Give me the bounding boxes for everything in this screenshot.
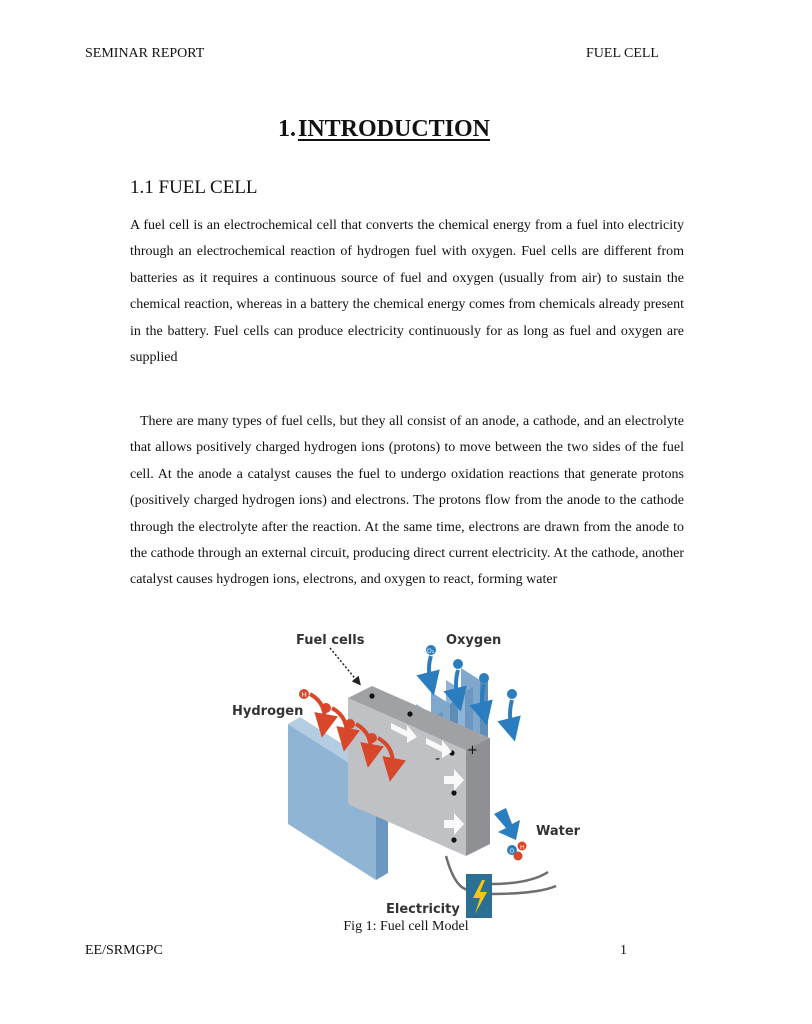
hydrogen-atom-label: H: [301, 691, 307, 699]
electricity-label: Electricity: [386, 902, 460, 917]
water-hydrogen-atom: H: [520, 845, 525, 851]
oxygen-label: Oxygen: [446, 633, 502, 648]
chapter-title-text: INTRODUCTION: [297, 116, 491, 142]
figure-caption: Fig 1: Fuel cell Model: [343, 919, 469, 934]
paragraph-1: A fuel cell is an electrochemical cell that converts the chemical energy from a fuel into electricity through an electrochemical reaction of hydrogen fuel with oxygen. Fuel cells are different from batteries as it requires a continuous source of fuel and oxygen (usually from air) to sustain the chemical reaction, whereas in a battery the chemical energy comes from chemicals already present in the battery. Fuel cells can produce electricity continuously for as long as fuel and oxygen are supplied: [130, 218, 684, 366]
minus-sign: -: [435, 751, 441, 767]
header-right: FUEL CELL: [586, 46, 659, 61]
fuel-cells-label: Fuel cells: [296, 633, 365, 648]
fuel-cells-pointer: [330, 648, 358, 682]
header-left: SEMINAR REPORT: [85, 46, 205, 61]
water-oxygen-atom: O: [509, 848, 515, 855]
section-heading: 1.1 FUEL CELL: [130, 177, 258, 198]
fuel-cell-diagram: [226, 628, 581, 923]
fuel-cell-illustration: [226, 628, 581, 923]
oxygen-atom-label: O₂: [427, 648, 435, 655]
electricity-circuit: [446, 856, 556, 918]
plus-sign: +: [467, 743, 478, 758]
paragraph-2: There are many types of fuel cells, but they all consist of an anode, a cathode, and an electrolyte that allows positively charged hydrogen ions (protons) to move between the two sides of the fuel cell. At the anode a catalyst causes the fuel to undergo oxidation reactions that generate protons (positively charged hydrogen ions) and electrons. The protons flow from the anode to the cathode through the electrolyte after the reaction. At the same time, electrons are drawn from the anode to the cathode through an external circuit, producing direct current electricity. At the cathode, another catalyst causes hydrogen ions, electrons, and oxygen to react, forming water: [130, 414, 684, 588]
water-output: [494, 808, 527, 861]
chapter-number: 1.: [277, 116, 296, 142]
footer-left: EE/SRMGPC: [85, 943, 163, 958]
page-number: 1: [620, 943, 627, 958]
water-label: Water: [536, 824, 581, 839]
hydrogen-label: Hydrogen: [232, 704, 304, 719]
chapter-title: [0, 116, 768, 143]
